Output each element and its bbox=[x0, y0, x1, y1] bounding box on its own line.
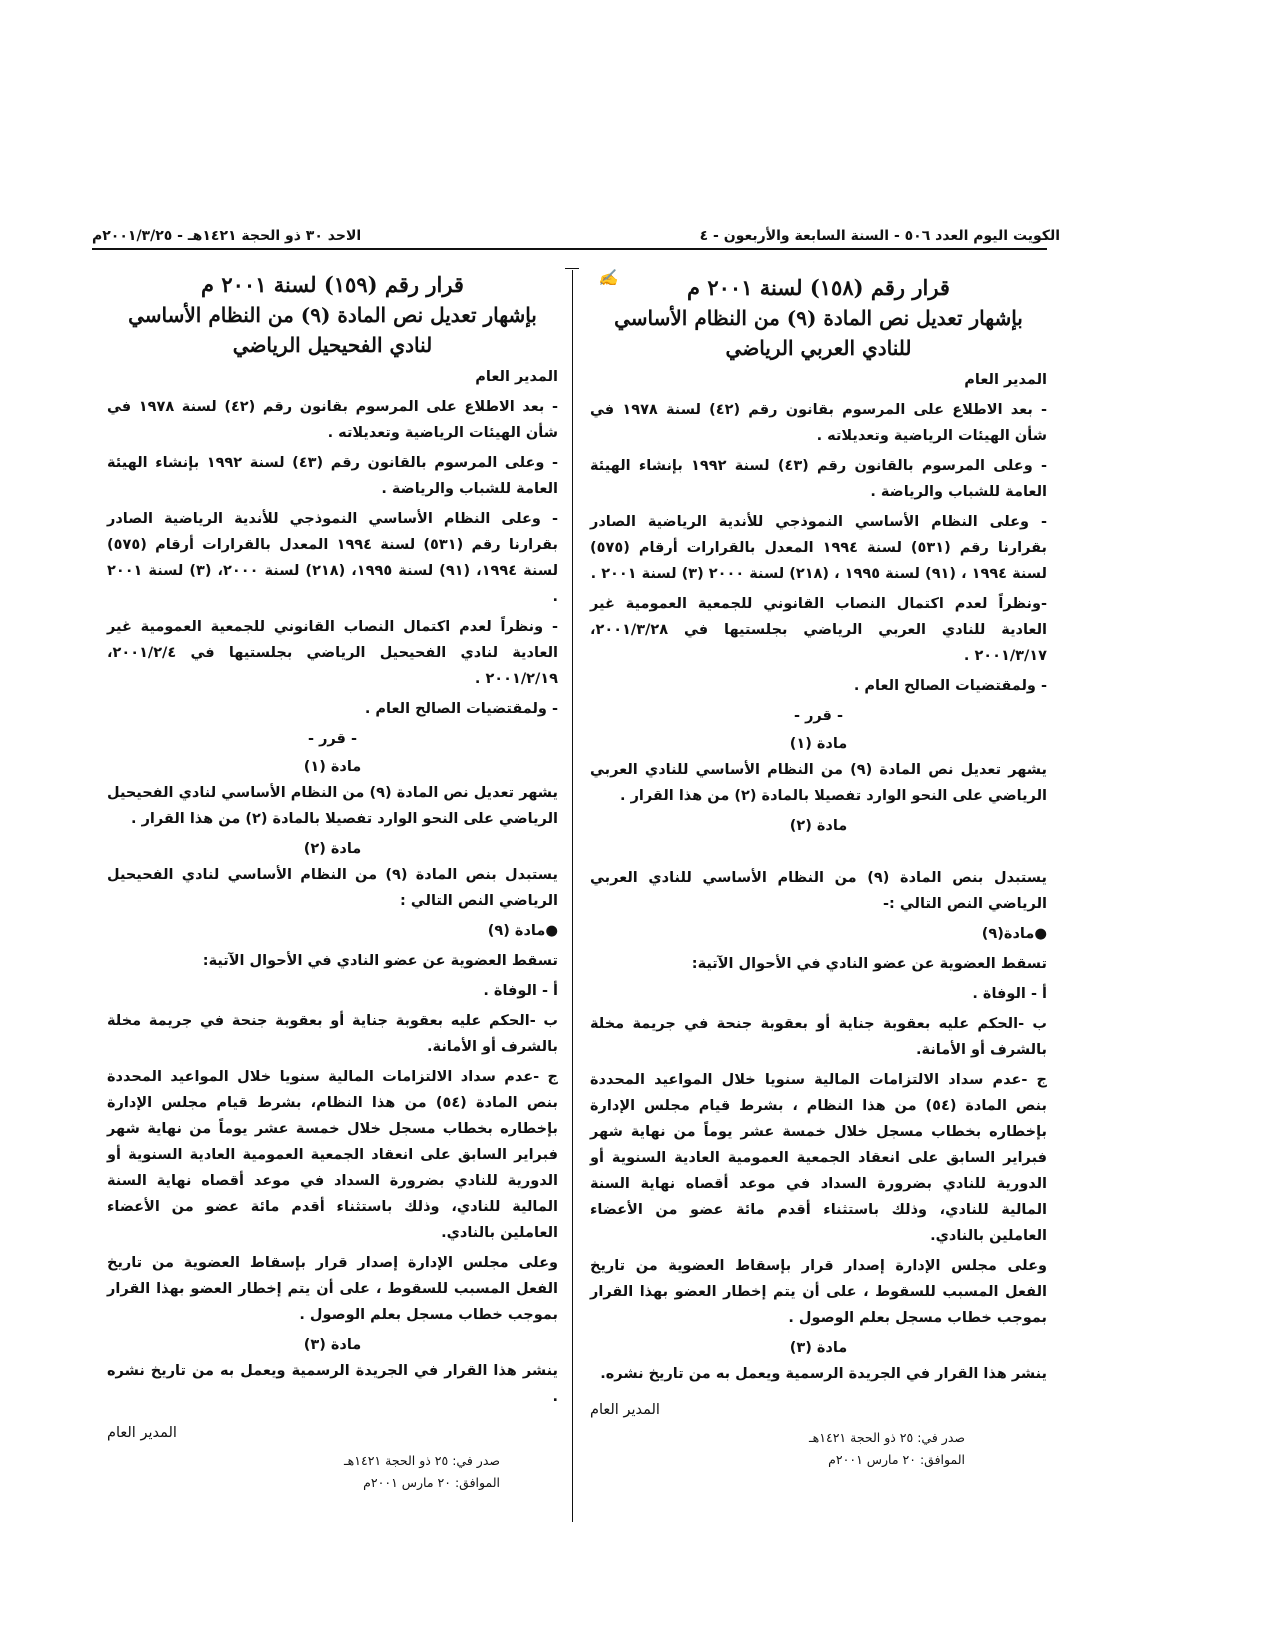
corresponding-date: الموافق: ٢٠ مارس ٢٠٠١م bbox=[828, 1452, 965, 1467]
decision-subtitle: بإشهار تعديل نص المادة (٩) من النظام الأساسي bbox=[128, 303, 537, 327]
article-9-intro: تسقط العضوية عن عضو النادي في الأحوال الآتية: bbox=[202, 953, 558, 969]
article-2-heading: مادة (٢) bbox=[789, 818, 848, 834]
preamble-3: - وعلى النظام الأساسي النموذجي للأندية الرياضية الصادر بقرارنا رقم (٥٣١) لسنة ١٩٩٤ المعدل بالقرارات أرقام (٥٧٥) لسنة ١٩٩٤ ، (٩١) لسنة ١٩٩٥ ، (٢١٨) لسنة ٢٠٠٠ (٣) لسنة ٢٠٠١ . bbox=[590, 514, 1047, 582]
header-rule bbox=[92, 248, 1047, 250]
decided-label: - قرر - bbox=[794, 708, 843, 724]
decision-subtitle: بإشهار تعديل نص المادة (٩) من النظام الأساسي bbox=[614, 306, 1023, 330]
article-1-text: يشهر تعديل نص المادة (٩) من النظام الأساسي لنادي الفحيحيل الرياضي على النحو الوارد تفصيلا بالمادة (٢) من هذا القرار . bbox=[107, 785, 558, 827]
item-c: ج -عدم سداد الالتزامات المالية سنويا خلال المواعيد المحددة بنص المادة (٥٤) من هذا النظام ، بشرط قيام مجلس الإدارة بإخطاره بخطاب مسجل خلال خمسة عشر يوماً من نهاية شهر فبراير السابق على انعقاد الجمعية العمومية العادية السنوية أو الدورية للنادي بضرورة السداد في موعد أقصاه نهاية السنة المالية للنادي، وذلك باستثناء أقدم مائة عضو من الأعضاء العاملين بالنادي. bbox=[590, 1072, 1047, 1244]
decision-159 bbox=[107, 270, 558, 1494]
article-3-text: ينشر هذا القرار في الجريدة الرسمية ويعمل به من تاريخ نشره . bbox=[107, 1363, 558, 1405]
gazette-issue-header: الكويت اليوم العدد ٥٠٦ - السنة السابعة والأربعون - ٤ bbox=[699, 228, 1060, 244]
decision-title: قرار رقم (١٥٩) لسنة ٢٠٠١ م bbox=[201, 272, 464, 297]
preamble-4: -ونظراً لعدم اكتمال النصاب القانوني للجمعية العمومية غير العادية للنادي العربي الرياضي بجلستيها في ٢٠٠١/٣/٢٨، ٢٠٠١/٣/١٧ . bbox=[590, 596, 1047, 664]
decision-title: قرار رقم (١٥٨) لسنة ٢٠٠١ م bbox=[687, 275, 950, 300]
preamble-1: - بعد الاطلاع على المرسوم بقانون رقم (٤٢) لسنة ١٩٧٨ في شأن الهيئات الرياضية وتعديلاته . bbox=[107, 399, 558, 441]
preamble-5: - ولمقتضيات الصالح العام . bbox=[853, 678, 1047, 694]
preamble-4: - ونظراً لعدم اكتمال النصاب القانوني للجمعية العمومية غير العادية لنادي الفحيحيل الرياضي بجلستيها في ٢٠٠١/٢/٤، ٢٠٠١/٢/١٩ . bbox=[107, 619, 558, 687]
article-1-text: يشهر تعديل نص المادة (٩) من النظام الأساسي للنادي العربي الرياضي على النحو الوارد تفصيلا بالمادة (٢) من هذا القرار . bbox=[590, 762, 1048, 804]
article-9-heading: ● مادة(٩) bbox=[590, 921, 1047, 947]
issuer: المدير العام bbox=[475, 369, 558, 385]
preamble-3: - وعلى النظام الأساسي النموذجي للأندية الرياضية الصادر بقرارنا رقم (٥٣١) لسنة ١٩٩٤ المعدل بالقرارات أرقام (٥٧٥) لسنة ١٩٩٤، (٩١) لسنة ١٩٩٥، (٢١٨) لسنة ٢٠٠٠، (٣) لسنة ٢٠٠١ . bbox=[107, 511, 559, 605]
item-a: أ - الوفاة . bbox=[483, 983, 558, 999]
article-3-heading: مادة (٣) bbox=[789, 1340, 848, 1356]
issuer: المدير العام bbox=[964, 372, 1047, 388]
signature-title: المدير العام bbox=[107, 1425, 177, 1441]
article-3-heading: مادة (٣) bbox=[303, 1337, 362, 1353]
item-a: أ - الوفاة . bbox=[972, 986, 1047, 1002]
gazette-date-header: الاحد ٣٠ ذو الحجة ١٤٢١هـ - ٢٠٠١/٣/٢٥م bbox=[92, 228, 362, 244]
column-divider-tick bbox=[565, 268, 579, 269]
preamble-5: - ولمقتضيات الصالح العام . bbox=[364, 701, 558, 717]
article-2-text: يستبدل بنص المادة (٩) من النظام الأساسي للنادي العربي الرياضي النص التالي :- bbox=[590, 870, 1047, 912]
item-b: ب -الحكم عليه بعقوبة جناية أو بعقوبة جنحة في جريمة مخلة بالشرف أو الأمانة. bbox=[107, 1013, 558, 1055]
article-3-text: ينشر هذا القرار في الجريدة الرسمية ويعمل به من تاريخ نشره. bbox=[600, 1366, 1047, 1382]
handwritten-mark: ✍ bbox=[598, 268, 618, 287]
board-clause: وعلى مجلس الإدارة إصدار قرار بإسقاط العضوية من تاريخ الفعل المسبب للسقوط ، على أن يتم إخطار العضو بهذا القرار بموجب خطاب مسجل بعلم الوصول . bbox=[107, 1255, 558, 1323]
board-clause: وعلى مجلس الإدارة إصدار قرار بإسقاط العضوية من تاريخ الفعل المسبب للسقوط ، على أن يتم إخطار العضو بهذا القرار بموجب خطاب مسجل بعلم الوصول . bbox=[590, 1258, 1047, 1326]
signature-title: المدير العام bbox=[590, 1402, 660, 1418]
preamble-1: - بعد الاطلاع على المرسوم بقانون رقم (٤٢) لسنة ١٩٧٨ في شأن الهيئات الرياضية وتعديلاته . bbox=[590, 402, 1047, 444]
issue-date: صدر في: ٢٥ ذو الحجة ١٤٢١هـ bbox=[344, 1453, 500, 1468]
article-2-text: يستبدل بنص المادة (٩) من النظام الأساسي لنادي الفحيحيل الرياضي النص التالي : bbox=[107, 867, 558, 909]
article-9-heading: ● مادة (٩) bbox=[107, 918, 558, 944]
article-2-heading: مادة (٢) bbox=[303, 841, 362, 857]
club-name: للنادي العربي الرياضي bbox=[725, 336, 912, 360]
article-9-intro: تسقط العضوية عن عضو النادي في الأحوال الآتية: bbox=[691, 956, 1047, 972]
preamble-2: - وعلى المرسوم بالقانون رقم (٤٣) لسنة ١٩٩٢ بإنشاء الهيئة العامة للشباب والرياضة . bbox=[590, 458, 1047, 500]
item-b: ب -الحكم عليه بعقوبة جناية أو بعقوبة جنحة في جريمة مخلة بالشرف أو الأمانة. bbox=[590, 1016, 1047, 1058]
club-name: لنادي الفحيحيل الرياضي bbox=[232, 333, 433, 357]
preamble-2: - وعلى المرسوم بالقانون رقم (٤٣) لسنة ١٩٩٢ بإنشاء الهيئة العامة للشباب والرياضة . bbox=[107, 455, 558, 497]
article-1-heading: مادة (١) bbox=[303, 759, 362, 775]
decided-label: - قرر - bbox=[308, 731, 357, 747]
article-1-heading: مادة (١) bbox=[789, 736, 848, 752]
item-c: ج -عدم سداد الالتزامات المالية سنويا خلال المواعيد المحددة بنص المادة (٥٤) من هذا النظام، بشرط قيام مجلس الإدارة بإخطاره بخطاب مسجل خلال خمسة عشر يوماً من نهاية شهر فبراير السابق على انعقاد الجمعية العمومية العادية السنوية أو الدورية للنادي بضرورة السداد في موعد أقصاه نهاية السنة المالية للنادي، وذلك باستثناء أقدم مائة عضو من الأعضاء العاملين بالنادي. bbox=[107, 1069, 559, 1241]
corresponding-date: الموافق: ٢٠ مارس ٢٠٠١م bbox=[363, 1475, 500, 1490]
issue-date: صدر في: ٢٥ ذو الحجة ١٤٢١هـ bbox=[809, 1430, 965, 1445]
decision-158 bbox=[590, 273, 1047, 1471]
column-divider bbox=[572, 270, 573, 1522]
